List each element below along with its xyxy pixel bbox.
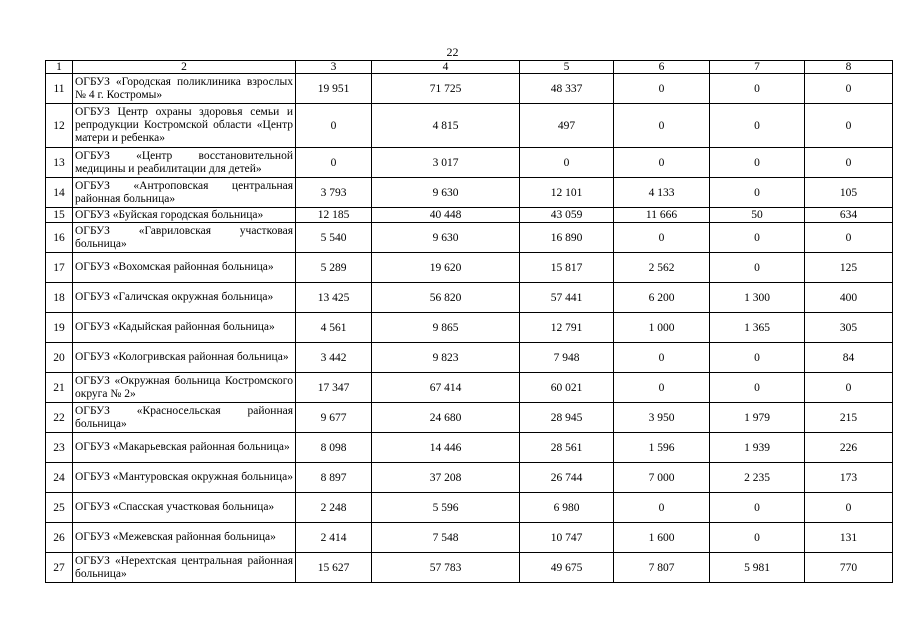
column-header: 4: [372, 61, 520, 74]
row-number: 12: [46, 104, 73, 148]
value-col-6: 11 666: [614, 208, 710, 223]
row-number: 15: [46, 208, 73, 223]
value-col-8: 0: [805, 104, 893, 148]
column-header: 1: [46, 61, 73, 74]
value-col-5: 10 747: [520, 523, 614, 553]
value-col-5: 0: [520, 148, 614, 178]
row-number: 26: [46, 523, 73, 553]
value-col-4: 24 680: [372, 403, 520, 433]
value-col-5: 57 441: [520, 283, 614, 313]
value-col-8: 0: [805, 373, 893, 403]
row-number: 21: [46, 373, 73, 403]
institution-name: ОГБУЗ «Межевская районная больница»: [73, 523, 296, 553]
institution-name: ОГБУЗ «Макарьевская районная больница»: [73, 433, 296, 463]
value-col-3: 12 185: [296, 208, 372, 223]
value-col-3: 5 540: [296, 223, 372, 253]
institution-name: ОГБУЗ «Городская поликлиника взрослых № 4 г. Костромы»: [73, 74, 296, 104]
value-col-5: 15 817: [520, 253, 614, 283]
value-col-8: 173: [805, 463, 893, 493]
value-col-3: 2 414: [296, 523, 372, 553]
value-col-5: 26 744: [520, 463, 614, 493]
value-col-7: 0: [710, 523, 805, 553]
value-col-3: 3 442: [296, 343, 372, 373]
value-col-7: 1 939: [710, 433, 805, 463]
institution-name: ОГБУЗ «Красносельская районная больница»: [73, 403, 296, 433]
table-row: [46, 403, 893, 433]
value-col-8: 305: [805, 313, 893, 343]
row-number: 17: [46, 253, 73, 283]
value-col-5: 6 980: [520, 493, 614, 523]
value-col-6: 1 596: [614, 433, 710, 463]
table-row: [46, 343, 893, 373]
value-col-5: 43 059: [520, 208, 614, 223]
value-col-6: 3 950: [614, 403, 710, 433]
institution-name: ОГБУЗ «Спасская участковая больница»: [73, 493, 296, 523]
value-col-3: 2 248: [296, 493, 372, 523]
value-col-5: 60 021: [520, 373, 614, 403]
institution-name: ОГБУЗ «Вохомская районная больница»: [73, 253, 296, 283]
row-number: 27: [46, 553, 73, 583]
value-col-7: 2 235: [710, 463, 805, 493]
value-col-7: 0: [710, 343, 805, 373]
table-row: [46, 223, 893, 253]
table-row: [46, 104, 893, 148]
column-header: 7: [710, 61, 805, 74]
row-number: 20: [46, 343, 73, 373]
value-col-6: 1 000: [614, 313, 710, 343]
institution-name: ОГБУЗ «Галичская окружная больница»: [73, 283, 296, 313]
column-header: 3: [296, 61, 372, 74]
value-col-4: 67 414: [372, 373, 520, 403]
value-col-7: 0: [710, 223, 805, 253]
row-number: 11: [46, 74, 73, 104]
value-col-3: 8 897: [296, 463, 372, 493]
value-col-6: 1 600: [614, 523, 710, 553]
table-row: [46, 253, 893, 283]
row-number: 14: [46, 178, 73, 208]
institution-name: ОГБУЗ «Мантуровская окружная больница»: [73, 463, 296, 493]
data-table: [45, 60, 893, 583]
table-row: [46, 283, 893, 313]
row-number: 24: [46, 463, 73, 493]
page-number: 22: [446, 45, 459, 59]
value-col-7: 0: [710, 253, 805, 283]
value-col-7: 0: [710, 74, 805, 104]
table-row: [46, 553, 893, 583]
institution-name: ОГБУЗ «Кологривская районная больница»: [73, 343, 296, 373]
value-col-6: 7 807: [614, 553, 710, 583]
value-col-3: 15 627: [296, 553, 372, 583]
value-col-8: 84: [805, 343, 893, 373]
value-col-5: 12 101: [520, 178, 614, 208]
value-col-3: 4 561: [296, 313, 372, 343]
value-col-5: 12 791: [520, 313, 614, 343]
value-col-5: 48 337: [520, 74, 614, 104]
value-col-7: 0: [710, 493, 805, 523]
value-col-5: 16 890: [520, 223, 614, 253]
value-col-4: 9 823: [372, 343, 520, 373]
row-number: 19: [46, 313, 73, 343]
value-col-4: 4 815: [372, 104, 520, 148]
value-col-4: 56 820: [372, 283, 520, 313]
column-header: 2: [73, 61, 296, 74]
value-col-6: 0: [614, 74, 710, 104]
institution-name: ОГБУЗ «Нерехтская центральная районная больница»: [73, 553, 296, 583]
value-col-4: 19 620: [372, 253, 520, 283]
table-row: [46, 178, 893, 208]
row-number: 23: [46, 433, 73, 463]
value-col-3: 0: [296, 104, 372, 148]
value-col-8: 125: [805, 253, 893, 283]
institution-name: ОГБУЗ Центр охраны здоровья семьи и репродукции Костромской области «Центр матери и ребенка»: [73, 104, 296, 148]
row-number: 18: [46, 283, 73, 313]
value-col-6: 0: [614, 104, 710, 148]
institution-name: ОГБУЗ «Буйская городская больница»: [73, 208, 296, 223]
table-row: [46, 373, 893, 403]
value-col-4: 9 630: [372, 178, 520, 208]
value-col-6: 0: [614, 223, 710, 253]
value-col-8: 0: [805, 148, 893, 178]
table-row: [46, 523, 893, 553]
value-col-3: 9 677: [296, 403, 372, 433]
table-row: [46, 493, 893, 523]
value-col-8: 105: [805, 178, 893, 208]
value-col-8: 0: [805, 223, 893, 253]
value-col-4: 40 448: [372, 208, 520, 223]
value-col-4: 7 548: [372, 523, 520, 553]
column-header: 8: [805, 61, 893, 74]
value-col-3: 13 425: [296, 283, 372, 313]
value-col-8: 770: [805, 553, 893, 583]
value-col-7: 0: [710, 373, 805, 403]
value-col-3: 17 347: [296, 373, 372, 403]
value-col-7: 0: [710, 104, 805, 148]
value-col-8: 215: [805, 403, 893, 433]
table-row: [46, 148, 893, 178]
value-col-4: 37 208: [372, 463, 520, 493]
table-body: [46, 74, 893, 583]
column-header: 6: [614, 61, 710, 74]
value-col-3: 5 289: [296, 253, 372, 283]
institution-name: ОГБУЗ «Кадыйская районная больница»: [73, 313, 296, 343]
value-col-5: 49 675: [520, 553, 614, 583]
row-number: 22: [46, 403, 73, 433]
value-col-4: 9 865: [372, 313, 520, 343]
institution-name: ОГБУЗ «Антроповская центральная районная больница»: [73, 178, 296, 208]
column-header: 5: [520, 61, 614, 74]
value-col-6: 0: [614, 373, 710, 403]
table-row: [46, 208, 893, 223]
value-col-5: 7 948: [520, 343, 614, 373]
value-col-3: 0: [296, 148, 372, 178]
table-row: [46, 433, 893, 463]
value-col-8: 131: [805, 523, 893, 553]
value-col-5: 28 561: [520, 433, 614, 463]
value-col-7: 0: [710, 148, 805, 178]
value-col-7: 1 365: [710, 313, 805, 343]
value-col-7: 50: [710, 208, 805, 223]
value-col-6: 0: [614, 493, 710, 523]
row-number: 13: [46, 148, 73, 178]
value-col-4: 9 630: [372, 223, 520, 253]
value-col-6: 0: [614, 148, 710, 178]
institution-name: ОГБУЗ «Центр восстановительной медицины и реабилитации для детей»: [73, 148, 296, 178]
value-col-8: 400: [805, 283, 893, 313]
value-col-7: 0: [710, 178, 805, 208]
value-col-4: 57 783: [372, 553, 520, 583]
value-col-5: 28 945: [520, 403, 614, 433]
value-col-7: 1 979: [710, 403, 805, 433]
value-col-7: 1 300: [710, 283, 805, 313]
value-col-8: 226: [805, 433, 893, 463]
value-col-8: 634: [805, 208, 893, 223]
row-number: 16: [46, 223, 73, 253]
table-row: [46, 313, 893, 343]
table-row: [46, 74, 893, 104]
row-number: 25: [46, 493, 73, 523]
value-col-6: 7 000: [614, 463, 710, 493]
value-col-4: 71 725: [372, 74, 520, 104]
value-col-4: 3 017: [372, 148, 520, 178]
value-col-6: 6 200: [614, 283, 710, 313]
value-col-3: 3 793: [296, 178, 372, 208]
value-col-7: 5 981: [710, 553, 805, 583]
value-col-6: 0: [614, 343, 710, 373]
institution-name: ОГБУЗ «Окружная больница Костромского округа № 2»: [73, 373, 296, 403]
header-row: [46, 61, 893, 74]
value-col-6: 4 133: [614, 178, 710, 208]
value-col-4: 5 596: [372, 493, 520, 523]
value-col-5: 497: [520, 104, 614, 148]
value-col-3: 8 098: [296, 433, 372, 463]
institution-name: ОГБУЗ «Гавриловская участковая больница»: [73, 223, 296, 253]
table-row: [46, 463, 893, 493]
value-col-3: 19 951: [296, 74, 372, 104]
value-col-8: 0: [805, 74, 893, 104]
value-col-4: 14 446: [372, 433, 520, 463]
value-col-8: 0: [805, 493, 893, 523]
value-col-6: 2 562: [614, 253, 710, 283]
